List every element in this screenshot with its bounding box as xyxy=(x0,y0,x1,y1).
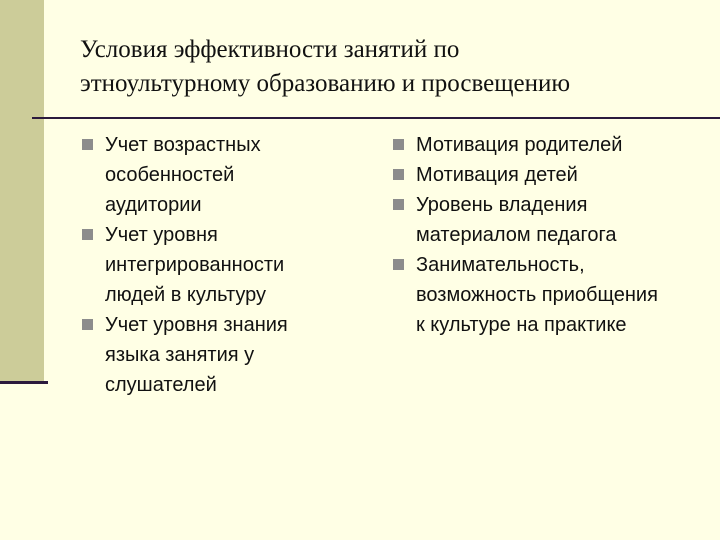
list-item xyxy=(82,310,362,400)
bullet-text: Учет уровня знания языка занятия у слушателей xyxy=(105,314,288,396)
square-bullet-icon xyxy=(393,139,404,150)
bullet-text: Учет возрастных особенностей аудитории xyxy=(105,134,261,216)
left-bullet-list xyxy=(82,130,362,400)
square-bullet-icon xyxy=(393,199,404,210)
list-item xyxy=(393,250,693,340)
square-bullet-icon xyxy=(82,229,93,240)
square-bullet-icon xyxy=(393,259,404,270)
decorative-side-bar xyxy=(0,0,44,384)
bullet-text: Занимательность, возможность приобщения к культуре на практике xyxy=(416,254,658,336)
bullet-text: Учет уровня интегрированности людей в культуру xyxy=(105,224,285,306)
list-item xyxy=(82,130,362,220)
side-bar-underline xyxy=(0,381,48,384)
square-bullet-icon xyxy=(82,319,93,330)
title-divider xyxy=(32,117,720,119)
square-bullet-icon xyxy=(393,169,404,180)
list-item xyxy=(393,130,693,160)
bullet-text: Уровень владения материалом педагога xyxy=(416,194,617,246)
slide-title-line: этноультурному образованию и просвещению xyxy=(80,70,571,97)
slide-title-line: Условия эффективности занятий по xyxy=(80,36,460,63)
bullet-text: Мотивация родителей xyxy=(416,134,623,156)
slide-title xyxy=(80,33,700,101)
bullet-text: Мотивация детей xyxy=(416,164,578,186)
right-bullet-list xyxy=(393,130,693,340)
square-bullet-icon xyxy=(82,139,93,150)
list-item xyxy=(393,190,693,250)
list-item xyxy=(82,220,362,310)
list-item xyxy=(393,160,693,190)
